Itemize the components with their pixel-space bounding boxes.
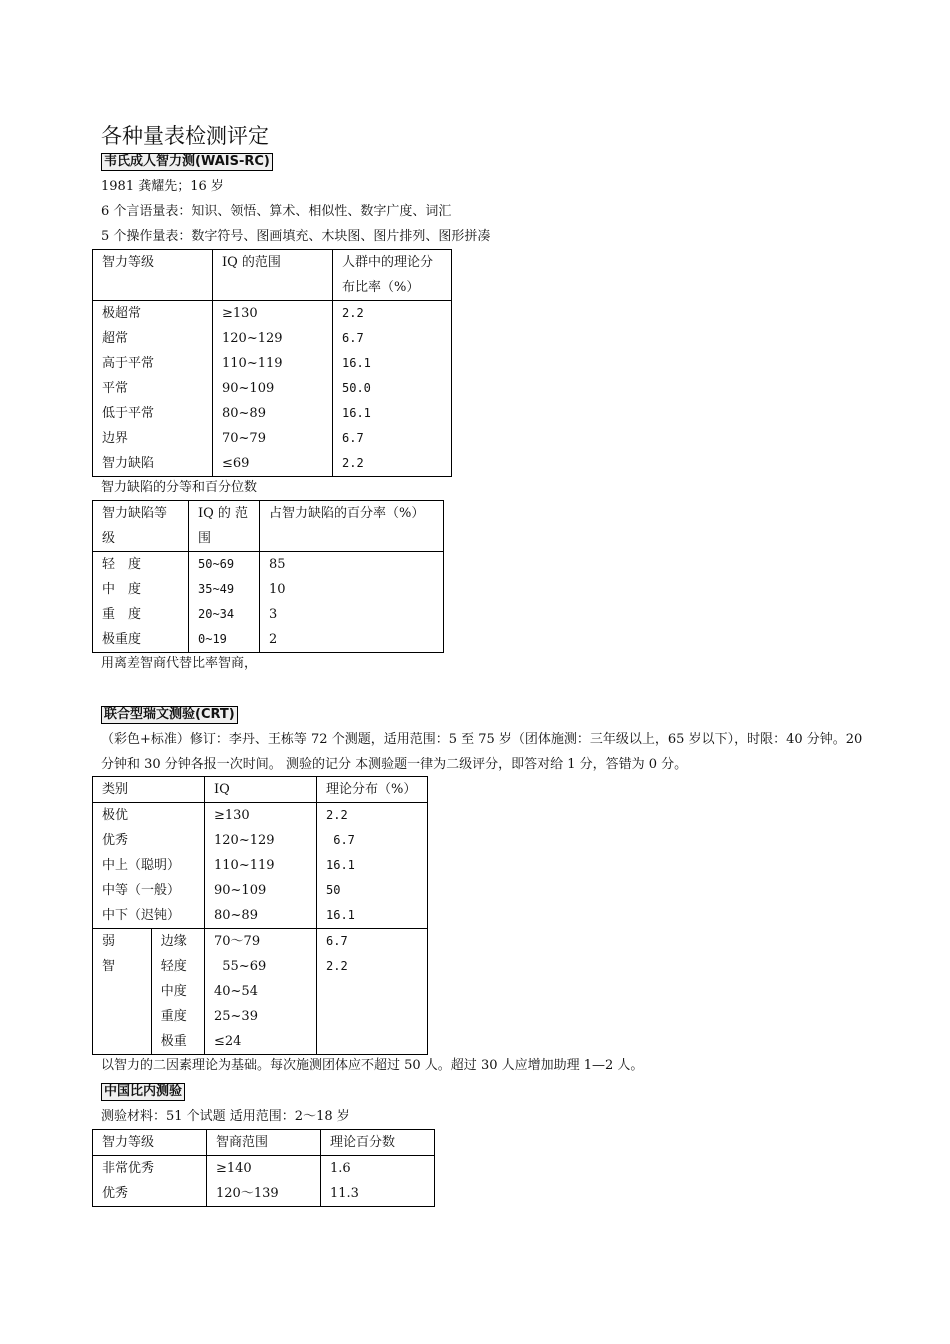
table-cell: 边缘 轻度 中度 重度 极重 xyxy=(151,929,204,1055)
table-cell: 6.7 2.2 xyxy=(317,929,428,1055)
table-cell: 2.2 6.7 16.1 50.0 16.1 6.7 2.2 xyxy=(333,301,452,477)
table-header-row xyxy=(93,501,444,552)
table-header-row xyxy=(93,250,452,301)
table-cell: 轻 度 中 度 重 度 极重度 xyxy=(93,552,189,653)
table-cell: 极超常 超常 高于平常 平常 低于平常 边界 智力缺陷 xyxy=(93,301,213,477)
table-row xyxy=(93,929,428,1055)
table-cell: 非常优秀 优秀 xyxy=(93,1156,207,1207)
table-cell: ≥130 120~129 110~119 90~109 80~89 xyxy=(205,803,317,929)
table-header-cell: 理论百分数 xyxy=(321,1130,435,1156)
crt-iq-table xyxy=(92,776,428,1055)
table-cell: ≥130 120~129 110~119 90~109 80~89 70~79 ≤69 xyxy=(213,301,333,477)
table-header-cell: 智力等级 xyxy=(93,250,213,301)
table-header-cell: 智力缺陷等 级 xyxy=(93,501,189,552)
table-header-cell: 理论分布（%） xyxy=(317,777,428,803)
table-caption: 智力缺陷的分等和百分位数 xyxy=(101,480,258,495)
table-row xyxy=(93,552,444,653)
table-row xyxy=(93,301,452,477)
section-header-wais: 韦氏成人智力测(WAIS-RC) xyxy=(101,153,273,171)
table-header-cell: 智商范围 xyxy=(207,1130,321,1156)
table-cell: 2.2 6.7 16.1 50 16.1 xyxy=(317,803,428,929)
table-row xyxy=(93,803,428,929)
table-cell: ≥140 120～139 xyxy=(207,1156,321,1207)
table-header-cell: 智力等级 xyxy=(93,1130,207,1156)
text-line: 1981 龚耀先；16 岁 xyxy=(101,179,224,194)
table-header-cell: 类别 xyxy=(93,777,205,803)
page-title: 各种量表检测评定 xyxy=(101,124,269,148)
table-cell: 1.6 11.3 xyxy=(321,1156,435,1207)
table-header-row xyxy=(93,1130,435,1156)
section-header-crt: 联合型瑞文测验(CRT) xyxy=(101,706,238,724)
table-cell: 85 10 3 2 xyxy=(260,552,444,653)
wais-iq-table xyxy=(92,249,452,477)
text-line: 5 个操作量表：数字符号、图画填充、木块图、图片排列、图形拼凑 xyxy=(101,229,491,244)
text-line: 以智力的二因素理论为基础。每次施测团体应不超过 50 人。超过 30 人应增加助理 1—2 人。 xyxy=(101,1058,644,1073)
table-header-cell: IQ 的范围 xyxy=(213,250,333,301)
table-header-cell: 人群中的理论分 布比率（%） xyxy=(333,250,452,301)
text-line: 测验材料：51 个试题 适用范围：2～18 岁 xyxy=(101,1109,350,1124)
table-header-row xyxy=(93,777,428,803)
binet-iq-table xyxy=(92,1129,435,1207)
table-row xyxy=(93,1156,435,1207)
table-header-cell: IQ xyxy=(205,777,317,803)
text-line: 6 个言语量表：知识、领悟、算术、相似性、数字广度、词汇 xyxy=(101,204,452,219)
intellectual-disability-table xyxy=(92,500,444,653)
table-header-cell: 占智力缺陷的百分率（%） xyxy=(260,501,444,552)
table-cell: 50~69 35~49 20~34 0~19 xyxy=(189,552,260,653)
table-cell: 弱 智 xyxy=(93,929,152,1055)
table-header-cell: IQ 的 范 围 xyxy=(189,501,260,552)
text-line: 用离差智商代替比率智商， xyxy=(101,656,258,671)
section-header-binet: 中国比内测验 xyxy=(101,1083,185,1101)
table-cell: 70～79 55~69 40~54 25~39 ≤24 xyxy=(205,929,317,1055)
table-cell: 极优 优秀 中上（聪明） 中等（一般） 中下（迟钝） xyxy=(93,803,205,929)
text-line: （彩色+标准）修订：李丹、王栋等 72 个测题，适用范围：5 至 75 岁（团体施测：三年级以上，65 岁以下），时限：40 分钟。20 xyxy=(101,732,863,747)
text-line: 分钟和 30 分钟各报一次时间。 测验的记分 本测验题一律为二级评分，即答对给 1 分，答错为 0 分。 xyxy=(101,757,688,772)
